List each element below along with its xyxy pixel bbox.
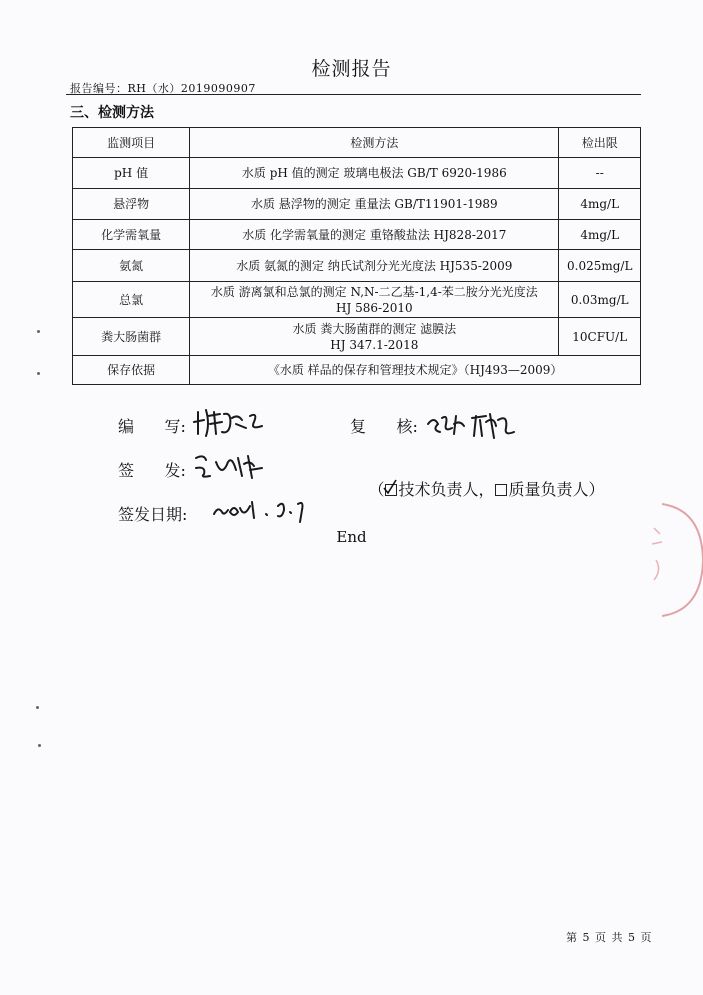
table-row (73, 189, 641, 220)
row-limit: 4mg/L (559, 189, 641, 220)
issue-date-handwriting (210, 492, 310, 524)
end-marker: End (336, 528, 367, 546)
quality-lead-checkbox[interactable] (495, 484, 507, 496)
check-mark-icon (384, 482, 396, 494)
row-item: 粪大肠菌群 (73, 318, 190, 356)
review-label: 复 核: (350, 417, 418, 436)
page-footer: 第 5 页 共 5 页 (566, 931, 653, 944)
row-method: 水质 粪大肠菌群的测定 滤膜法 (292, 321, 457, 336)
open-paren: （ (368, 480, 385, 499)
header-item: 监测项目 (73, 128, 190, 158)
compile-label: 编 写: (118, 417, 186, 436)
header-limit: 检出限 (559, 128, 641, 158)
binding-mark (38, 744, 41, 747)
row-item: 保存依据 (73, 356, 190, 385)
row-method-cell (190, 282, 559, 318)
issue-date-label: 签发日期: (118, 505, 188, 524)
technical-lead-label: 技术负责人， (398, 480, 495, 499)
compiler-signature (192, 404, 272, 440)
row-limit: 0.025mg/L (559, 250, 641, 282)
table-header-row (73, 128, 641, 158)
header-method: 检测方法 (190, 128, 559, 158)
row-method-standard: HJ 586-2010 (336, 300, 413, 315)
binding-mark (37, 372, 40, 375)
technical-lead-checkbox[interactable] (385, 484, 397, 496)
row-item: 总氯 (73, 282, 190, 318)
row-item: 化学需氧量 (73, 220, 190, 250)
table-row (73, 158, 641, 189)
row-method: 《水质 样品的保存和管理技术规定》（HJ493—2009） (190, 356, 641, 385)
row-method: 水质 悬浮物的测定 重量法 GB/T11901-1989 (190, 189, 559, 220)
row-method: 水质 游离氯和总氯的测定 N,N-二乙基-1,4-苯二胺分光光度法 (210, 284, 538, 299)
methods-table (72, 127, 641, 385)
table-row (73, 220, 641, 250)
table-row (73, 356, 641, 385)
row-limit: 10CFU/L (559, 318, 641, 356)
header-divider (66, 94, 641, 95)
row-limit: 0.03mg/L (559, 282, 641, 318)
table-row (73, 318, 641, 356)
row-limit: 4mg/L (559, 220, 641, 250)
issuer-signature (192, 448, 272, 484)
row-method: 水质 氨氮的测定 纳氏试剂分光光度法 HJ535-2009 (190, 250, 559, 282)
report-number: 报告编号：RH（水）2019090907 (70, 82, 256, 95)
row-item: 悬浮物 (73, 189, 190, 220)
section-title: 三、检测方法 (70, 105, 154, 121)
table-row (73, 250, 641, 282)
report-title: 检测报告 (311, 58, 392, 80)
row-item: pH 值 (73, 158, 190, 189)
row-method-cell (190, 318, 559, 356)
issue-label: 签 发: (118, 461, 186, 480)
table-row (73, 282, 641, 318)
row-item: 氨氮 (73, 250, 190, 282)
quality-lead-label: 质量负责人） (508, 480, 605, 499)
official-seal-stamp (632, 500, 703, 620)
row-method: 水质 化学需氧量的测定 重铬酸盐法 HJ828-2017 (190, 220, 559, 250)
row-method: 水质 pH 值的测定 玻璃电极法 GB/T 6920-1986 (190, 158, 559, 189)
row-limit: -- (559, 158, 641, 189)
binding-mark (36, 706, 39, 709)
row-method-standard: HJ 347.1-2018 (330, 337, 419, 352)
reviewer-signature (424, 406, 524, 440)
binding-mark (37, 330, 40, 333)
